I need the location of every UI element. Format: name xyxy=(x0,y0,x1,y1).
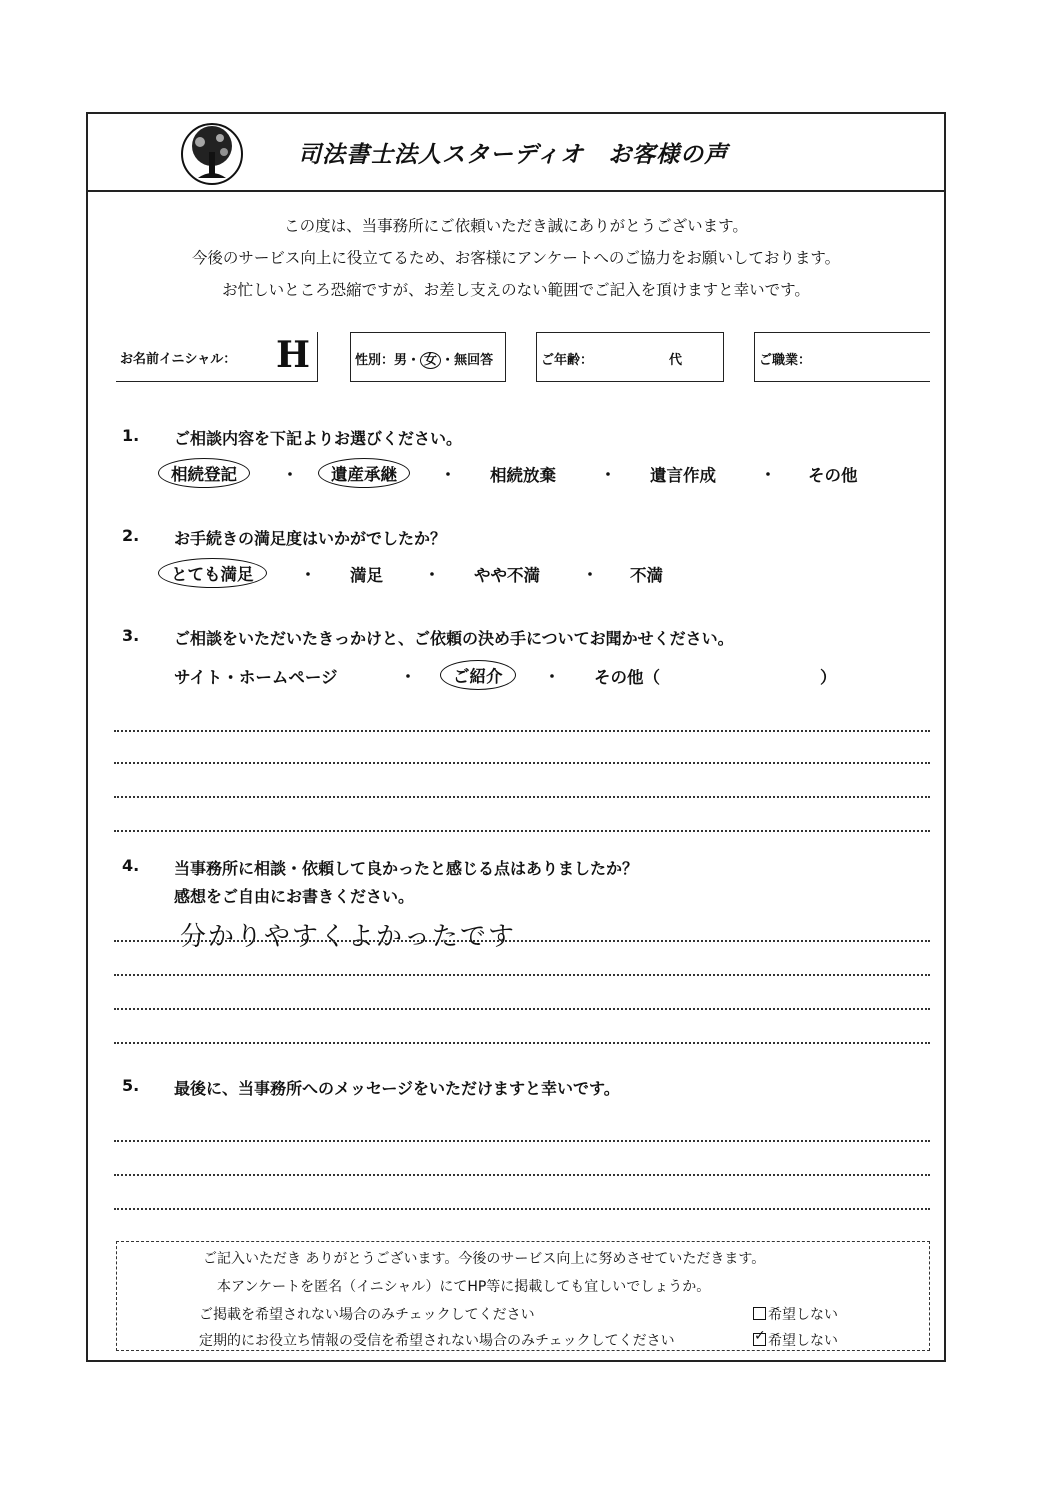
footer-publish-question: 本アンケートを匿名（イニシャル）にてHP等に掲載しても宜しいでしょうか。 xyxy=(217,1279,711,1295)
q4-number: 4. xyxy=(122,856,140,875)
q3-text: ご相談をいただいたきっかけと、ご依頼の決め手についてお聞かせください。 xyxy=(174,629,734,648)
gender-sep-1: ・ xyxy=(407,353,421,368)
answer-line[interactable] xyxy=(114,1174,930,1176)
gender-sep-2: ・ xyxy=(441,353,455,368)
q3-sonota-close-paren: ） xyxy=(820,668,837,687)
intro-line-2: 今後のサービス向上に役立てるため、お客様にアンケートへのご協力をお願いしております。 xyxy=(191,249,841,267)
answer-line[interactable] xyxy=(114,796,930,798)
q2-option-yaya-fuman[interactable]: やや不満 xyxy=(474,566,540,585)
initial-field[interactable] xyxy=(116,332,318,382)
answer-line[interactable] xyxy=(114,1208,930,1210)
q1-option-yuigon-sakusei[interactable]: 遺言作成 xyxy=(650,466,716,485)
q1-option-souzoku-touki-selected[interactable]: 相続登記 xyxy=(158,458,250,488)
publish-optout-checkbox[interactable] xyxy=(753,1304,838,1324)
mail-optout-label: 希望しない xyxy=(768,1333,838,1349)
form-header xyxy=(88,114,944,192)
q3-number: 3. xyxy=(122,626,140,645)
mail-optout-checkbox[interactable] xyxy=(753,1330,838,1350)
footer-box xyxy=(116,1241,930,1351)
q1-number: 1. xyxy=(122,426,140,445)
q2-option-totemo-manzoku-selected[interactable]: とても満足 xyxy=(158,558,267,588)
publish-optout-label: 希望しない xyxy=(768,1307,838,1323)
separator: ・ xyxy=(582,565,599,584)
survey-form xyxy=(86,112,946,1362)
age-suffix: 代 xyxy=(669,353,683,368)
question-2 xyxy=(122,526,922,548)
q3-option-sonota[interactable]: その他（ xyxy=(594,668,660,687)
separator: ・ xyxy=(440,465,457,484)
q2-number: 2. xyxy=(122,526,140,545)
form-title: 司法書士法人スターディオ お客様の声 xyxy=(298,142,729,168)
intro-line-3: お忙しいところ恐縮ですが、お差し支えのない範囲でご記入を頂けますと幸いです。 xyxy=(222,281,810,299)
q2-option-manzoku[interactable]: 満足 xyxy=(350,566,383,585)
age-label: ご年齢： xyxy=(541,353,594,368)
checkbox-icon[interactable] xyxy=(753,1307,766,1320)
gender-male[interactable]: 男 xyxy=(394,353,408,368)
checked-checkbox-icon[interactable] xyxy=(753,1333,766,1346)
q2-text: お手続きの満足度はいかがでしたか？ xyxy=(174,529,447,548)
separator: ・ xyxy=(424,565,441,584)
separator: ・ xyxy=(282,465,299,484)
footer-thanks: ご記入いただき ありがとうございます。今後のサービス向上に努めさせていただきます。 xyxy=(203,1251,766,1267)
gender-label: 性別： xyxy=(355,353,395,368)
q5-text: 最後に、当事務所へのメッセージをいただけますと幸いです。 xyxy=(174,1079,620,1098)
answer-line[interactable] xyxy=(114,940,930,942)
q1-option-sonota[interactable]: その他 xyxy=(808,466,858,485)
tree-logo-icon xyxy=(180,122,244,186)
question-4 xyxy=(122,856,922,878)
separator: ・ xyxy=(400,667,417,686)
question-3 xyxy=(122,626,922,648)
question-5 xyxy=(122,1076,922,1098)
initial-value: H xyxy=(276,334,311,376)
separator: ・ xyxy=(544,667,561,686)
footer-mail-note: 定期的にお役立ち情報の受信を希望されない場合のみチェックしてください xyxy=(199,1333,675,1349)
answer-line[interactable] xyxy=(114,730,930,732)
answer-line[interactable] xyxy=(114,1042,930,1044)
age-field[interactable] xyxy=(536,332,724,382)
answer-line[interactable] xyxy=(114,762,930,764)
initial-label: お名前イニシャル： xyxy=(120,352,237,367)
q4-text: 当事務所に相談・依頼して良かったと感じる点はありましたか？ xyxy=(174,859,639,878)
q1-text: ご相談内容を下記よりお選びください。 xyxy=(174,429,463,448)
answer-line[interactable] xyxy=(114,1008,930,1010)
q4-handwritten-answer: 分かりやすくよかったです xyxy=(180,922,517,952)
job-field[interactable] xyxy=(754,332,930,382)
gender-none[interactable]: 無回答 xyxy=(454,353,494,368)
footer-publish-note: ご掲載を希望されない場合のみチェックしてください xyxy=(199,1307,535,1323)
separator: ・ xyxy=(300,565,317,584)
q2-option-fuman[interactable]: 不満 xyxy=(630,566,663,585)
gender-field[interactable] xyxy=(350,332,506,382)
question-1 xyxy=(122,426,922,448)
separator: ・ xyxy=(600,465,617,484)
q5-number: 5. xyxy=(122,1076,140,1095)
q4-subtext: 感想をご自由にお書きください。 xyxy=(174,887,415,906)
q1-option-isan-shoukei-selected[interactable]: 遺産承継 xyxy=(318,458,410,488)
separator: ・ xyxy=(760,465,777,484)
q1-option-souzoku-houki[interactable]: 相続放棄 xyxy=(490,466,556,485)
intro-line-1: この度は、当事務所にご依頼いただき誠にありがとうございます。 xyxy=(284,217,748,235)
q3-option-website[interactable]: サイト・ホームページ xyxy=(174,668,338,687)
answer-line[interactable] xyxy=(114,830,930,832)
q3-option-shoukai-selected[interactable]: ご紹介 xyxy=(440,660,516,690)
answer-line[interactable] xyxy=(114,1140,930,1142)
gender-female-selected[interactable]: 女 xyxy=(420,352,441,369)
job-label: ご職業： xyxy=(759,353,812,368)
answer-line[interactable] xyxy=(114,974,930,976)
